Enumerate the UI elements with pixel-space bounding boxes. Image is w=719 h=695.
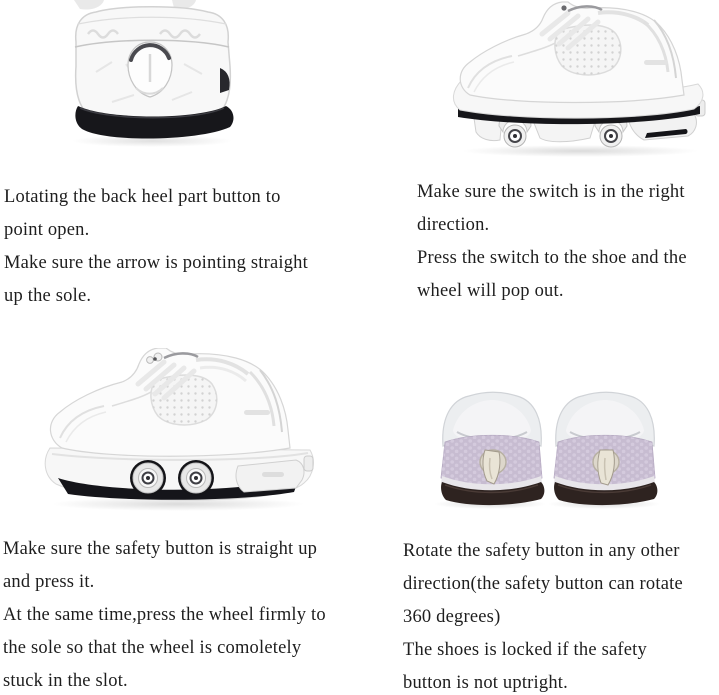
caption-lock-button xyxy=(403,535,719,695)
caption-line: The shoes is locked if the safety xyxy=(403,640,647,660)
caption-line: button is not uptright. xyxy=(403,673,568,693)
left-heel xyxy=(441,392,544,505)
heel-tab xyxy=(304,456,313,471)
side-logo xyxy=(644,60,668,65)
caption-press-wheel xyxy=(3,533,403,695)
caption-line: Rotate the safety button in any other xyxy=(403,541,680,561)
caption-line: up the sole. xyxy=(4,286,92,306)
caption-line: Press the switch to the shoe and the xyxy=(417,248,687,268)
shoe-wheels-out-photo xyxy=(448,0,710,160)
caption-line: At the same time,press the wheel firmly to xyxy=(3,605,326,625)
lace-knot xyxy=(561,5,566,10)
heel-plate-logo xyxy=(262,472,284,477)
shoe-wheels-retracted-illustration xyxy=(38,348,316,514)
heel-button-closeup-photo xyxy=(60,0,240,152)
wheel-icon xyxy=(504,125,526,147)
caption-line: Make sure the switch is in the right xyxy=(417,182,685,202)
heel-pair-locked-photo xyxy=(432,386,714,512)
shadow xyxy=(462,145,698,157)
heel-pair-locked-illustration xyxy=(432,386,714,512)
caption-open-button xyxy=(4,181,369,313)
caption-line: stuck in the slot. xyxy=(3,671,128,691)
caption-line: Make sure the arrow is pointing straight xyxy=(4,253,308,273)
lace-knot xyxy=(153,357,157,361)
caption-line: point open. xyxy=(4,220,90,240)
shoe-wheels-retracted-photo xyxy=(38,348,316,514)
side-logo xyxy=(244,410,270,415)
wheel-icon xyxy=(600,125,622,147)
wheel-icon xyxy=(181,463,211,493)
upper-fragment xyxy=(74,0,104,10)
caption-switch-direction xyxy=(417,176,719,308)
caption-line: and press it. xyxy=(3,572,95,592)
right-heel xyxy=(554,392,657,505)
lace-bow xyxy=(147,357,154,364)
caption-line: Lotating the back heel part button to xyxy=(4,187,281,207)
heel-button-closeup-illustration xyxy=(60,0,240,152)
wheel-icon xyxy=(133,463,163,493)
caption-line: Make sure the safety button is straight up xyxy=(3,539,318,559)
caption-line: direction(the safety button can rotate xyxy=(403,574,683,594)
shoe-wheels-out-illustration xyxy=(448,0,710,160)
caption-line: 360 degrees) xyxy=(403,607,501,627)
caption-line: the sole so that the wheel is comoletely xyxy=(3,638,302,658)
caption-line: wheel will pop out. xyxy=(417,281,564,301)
caption-line: direction. xyxy=(417,215,490,235)
